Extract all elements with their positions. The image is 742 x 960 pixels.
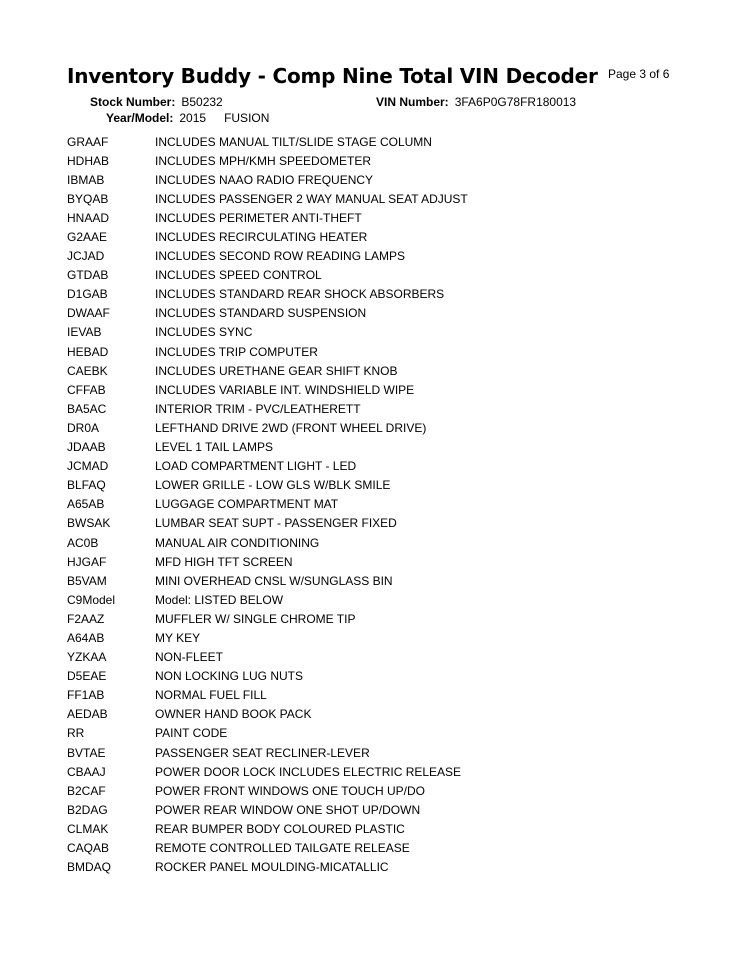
option-code: GRAAF [67, 134, 109, 149]
list-item [67, 457, 667, 476]
option-code: JCMAD [67, 459, 109, 474]
option-description: PASSENGER SEAT RECLINER-LEVER [155, 745, 370, 760]
list-item [67, 208, 667, 227]
option-description: INCLUDES PERIMETER ANTI-THEFT [155, 210, 362, 225]
option-code: BVTAE [67, 745, 106, 760]
vin-number [376, 95, 576, 109]
list-item [67, 476, 667, 495]
year-value: 2015 [179, 111, 207, 125]
option-code: DR0A [67, 420, 100, 435]
option-description: POWER FRONT WINDOWS ONE TOUCH UP/DO [155, 783, 426, 798]
option-code: CLMAK [67, 821, 109, 836]
option-code: D5EAE [67, 669, 107, 684]
option-code: CFFAB [67, 382, 106, 397]
option-code: B5VAM [67, 573, 107, 588]
option-code: AC0B [67, 535, 99, 550]
option-code: A64AB [67, 630, 105, 645]
option-code: YZKAA [67, 650, 107, 665]
option-code: JCJAD [67, 249, 105, 264]
list-item [67, 247, 667, 266]
list-item [67, 590, 667, 609]
list-item [67, 361, 667, 380]
stock-number [90, 95, 223, 109]
option-code: HNAAD [67, 210, 110, 225]
option-code: BWSAK [67, 516, 111, 531]
list-item [67, 667, 667, 686]
option-description: INCLUDES PASSENGER 2 WAY MANUAL SEAT ADJUST [155, 191, 468, 206]
option-description: INCLUDES SPEED CONTROL [155, 268, 322, 283]
option-description: INCLUDES STANDARD REAR SHOCK ABSORBERS [155, 287, 445, 302]
list-item [67, 227, 667, 246]
option-description: LOAD COMPARTMENT LIGHT - LED [155, 459, 357, 474]
option-code: JDAAB [67, 440, 106, 455]
list-item [67, 819, 667, 838]
list-item [67, 495, 667, 514]
list-item [67, 170, 667, 189]
list-item [67, 342, 667, 361]
option-code: AEDAB [67, 707, 108, 722]
option-description: INCLUDES SECOND ROW READING LAMPS [155, 249, 406, 264]
option-code: FF1AB [67, 688, 105, 703]
list-item [67, 132, 667, 151]
option-description: INCLUDES NAAO RADIO FREQUENCY [155, 172, 374, 187]
option-code: BLFAQ [67, 478, 106, 493]
list-item [67, 686, 667, 705]
year-model [106, 111, 269, 125]
option-description: LEVEL 1 TAIL LAMPS [155, 440, 274, 455]
list-item [67, 743, 667, 762]
model-value: FUSION [224, 111, 270, 125]
option-description: POWER DOOR LOCK INCLUDES ELECTRIC RELEASE [155, 764, 462, 779]
option-code: F2AAZ [67, 611, 105, 626]
option-code: B2DAG [67, 802, 108, 817]
option-code: CBAAJ [67, 764, 106, 779]
option-code: HJGAF [67, 554, 107, 569]
option-description: LOWER GRILLE - LOW GLS W/BLK SMILE [155, 478, 391, 493]
option-description: Model: LISTED BELOW [155, 592, 284, 607]
option-description: MY KEY [155, 630, 201, 645]
option-description: LUGGAGE COMPARTMENT MAT [155, 497, 339, 512]
option-description: INCLUDES SYNC [155, 325, 253, 340]
option-description: INCLUDES VARIABLE INT. WINDSHIELD WIPE [155, 382, 415, 397]
option-description: INCLUDES RECIRCULATING HEATER [155, 230, 368, 245]
option-description: LUMBAR SEAT SUPT - PASSENGER FIXED [155, 516, 397, 531]
list-item [67, 838, 667, 857]
vin-number-value: 3FA6P0G78FR180013 [454, 95, 577, 109]
list-item [67, 628, 667, 647]
option-code: CAEBK [67, 363, 108, 378]
option-code: G2AAE [67, 230, 108, 245]
option-code: CAQAB [67, 841, 110, 856]
option-description: NORMAL FUEL FILL [155, 688, 267, 703]
list-item [67, 514, 667, 533]
option-code: DWAAF [67, 306, 110, 321]
page-number: Page 3 of 6 [608, 67, 670, 81]
list-item [67, 609, 667, 628]
list-item [67, 800, 667, 819]
stock-number-value: B50232 [181, 95, 223, 109]
list-item [67, 189, 667, 208]
list-item [67, 858, 667, 877]
stock-number-label: Stock Number: [90, 95, 176, 109]
option-code: IBMAB [67, 172, 105, 187]
list-item [67, 323, 667, 342]
option-description: INCLUDES URETHANE GEAR SHIFT KNOB [155, 363, 398, 378]
list-item [67, 418, 667, 437]
list-item [67, 285, 667, 304]
option-code: GTDAB [67, 268, 109, 283]
option-description: INCLUDES TRIP COMPUTER [155, 344, 318, 359]
option-code: C9Model [67, 592, 116, 607]
option-description: PAINT CODE [155, 726, 228, 741]
option-description: NON LOCKING LUG NUTS [155, 669, 304, 684]
list-item [67, 266, 667, 285]
option-code: IEVAB [67, 325, 102, 340]
option-description: INCLUDES MANUAL TILT/SLIDE STAGE COLUMN [155, 134, 432, 149]
option-code: RR [67, 726, 85, 741]
list-item [67, 533, 667, 552]
option-description: NON-FLEET [155, 650, 224, 665]
option-description: MUFFLER W/ SINGLE CHROME TIP [155, 611, 356, 626]
list-item [67, 552, 667, 571]
vin-number-label: VIN Number: [376, 95, 449, 109]
list-item [67, 781, 667, 800]
option-code: HEBAD [67, 344, 109, 359]
option-code: B2CAF [67, 783, 106, 798]
report-title: Inventory Buddy - Comp Nine Total VIN Decoder [67, 64, 598, 88]
option-description: ROCKER PANEL MOULDING-MICATALLIC [155, 860, 389, 875]
option-code: A65AB [67, 497, 105, 512]
option-code: BMDAQ [67, 860, 112, 875]
option-description: INCLUDES STANDARD SUSPENSION [155, 306, 367, 321]
option-description: REAR BUMPER BODY COLOURED PLASTIC [155, 821, 405, 836]
list-item [67, 151, 667, 170]
option-description: POWER REAR WINDOW ONE SHOT UP/DOWN [155, 802, 421, 817]
list-item [67, 762, 667, 781]
option-code-list [67, 132, 667, 877]
year-model-label: Year/Model: [106, 111, 174, 125]
list-item [67, 571, 667, 590]
option-description: MANUAL AIR CONDITIONING [155, 535, 320, 550]
option-code: HDHAB [67, 153, 110, 168]
option-description: INTERIOR TRIM - PVC/LEATHERETT [155, 401, 361, 416]
list-item [67, 304, 667, 323]
option-code: BA5AC [67, 401, 107, 416]
list-item [67, 438, 667, 457]
option-code: BYQAB [67, 191, 109, 206]
list-item [67, 399, 667, 418]
option-description: MFD HIGH TFT SCREEN [155, 554, 293, 569]
option-description: LEFTHAND DRIVE 2WD (FRONT WHEEL DRIVE) [155, 420, 427, 435]
option-description: REMOTE CONTROLLED TAILGATE RELEASE [155, 841, 410, 856]
option-description: OWNER HAND BOOK PACK [155, 707, 312, 722]
option-code: D1GAB [67, 287, 108, 302]
option-description: MINI OVERHEAD CNSL W/SUNGLASS BIN [155, 573, 393, 588]
option-description: INCLUDES MPH/KMH SPEEDOMETER [155, 153, 372, 168]
list-item [67, 380, 667, 399]
list-item [67, 648, 667, 667]
list-item [67, 724, 667, 743]
list-item [67, 705, 667, 724]
